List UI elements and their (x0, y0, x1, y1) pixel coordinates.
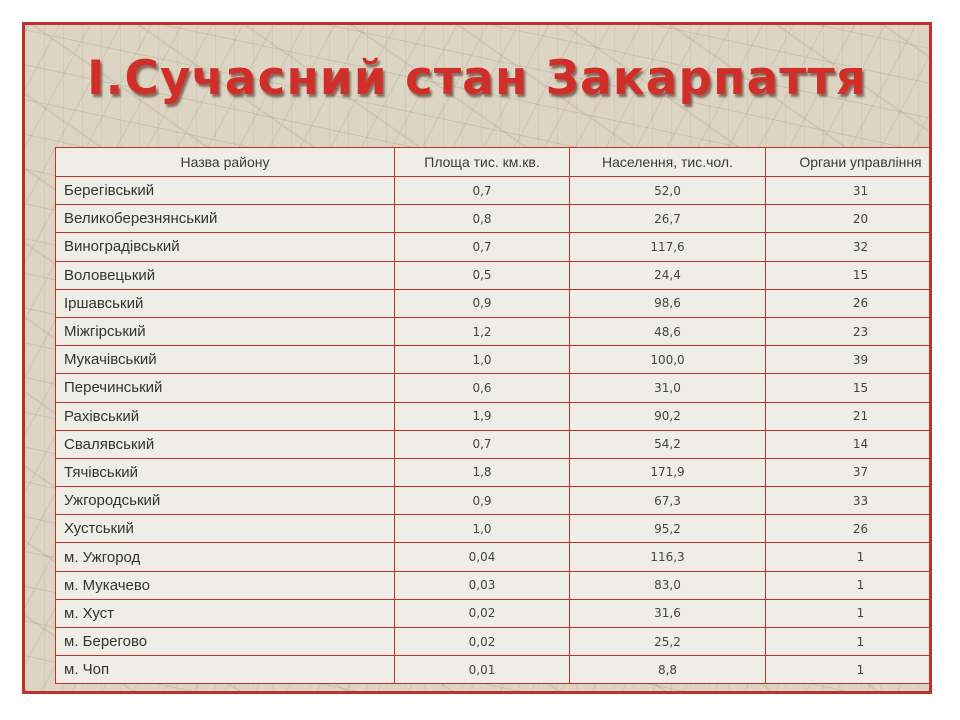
table-body (56, 177, 933, 684)
area-cell: 0,9 (395, 289, 570, 317)
area-cell: 0,02 (395, 599, 570, 627)
table-row (56, 571, 933, 599)
area-cell: 1,0 (395, 346, 570, 374)
header-governing-bodies: Органи управління (766, 148, 933, 177)
governing-bodies-cell: 1 (766, 599, 933, 627)
population-cell: 26,7 (570, 205, 766, 233)
table-row (56, 205, 933, 233)
districts-table (55, 147, 932, 684)
table-row (56, 261, 933, 289)
table-row (56, 599, 933, 627)
table-row (56, 402, 933, 430)
area-cell: 0,8 (395, 205, 570, 233)
header-area: Площа тис. км.кв. (395, 148, 570, 177)
table-row (56, 374, 933, 402)
district-name-cell: Берегівський (56, 177, 395, 205)
district-name-cell: Виноградівський (56, 233, 395, 261)
area-cell: 0,7 (395, 233, 570, 261)
header-district-name: Назва району (56, 148, 395, 177)
governing-bodies-cell: 1 (766, 571, 933, 599)
header-population: Населення, тис.чол. (570, 148, 766, 177)
population-cell: 117,6 (570, 233, 766, 261)
district-name-cell: Міжгірський (56, 317, 395, 345)
table-row (56, 656, 933, 684)
population-cell: 100,0 (570, 346, 766, 374)
district-name-cell: Рахівський (56, 402, 395, 430)
header-row (56, 148, 933, 177)
table-row (56, 346, 933, 374)
district-name-cell: Тячівський (56, 458, 395, 486)
table-row (56, 177, 933, 205)
table-row (56, 233, 933, 261)
population-cell: 98,6 (570, 289, 766, 317)
population-cell: 31,6 (570, 599, 766, 627)
governing-bodies-cell: 26 (766, 515, 933, 543)
governing-bodies-cell: 37 (766, 458, 933, 486)
area-cell: 0,9 (395, 487, 570, 515)
governing-bodies-cell: 23 (766, 317, 933, 345)
area-cell: 0,7 (395, 430, 570, 458)
slide-frame (22, 22, 932, 694)
area-cell: 0,01 (395, 656, 570, 684)
district-name-cell: Воловецький (56, 261, 395, 289)
district-name-cell: м. Хуст (56, 599, 395, 627)
table-row (56, 487, 933, 515)
governing-bodies-cell: 1 (766, 656, 933, 684)
district-name-cell: Хустський (56, 515, 395, 543)
district-name-cell: м. Мукачево (56, 571, 395, 599)
district-name-cell: Іршавський (56, 289, 395, 317)
area-cell: 1,8 (395, 458, 570, 486)
governing-bodies-cell: 14 (766, 430, 933, 458)
area-cell: 0,02 (395, 628, 570, 656)
population-cell: 54,2 (570, 430, 766, 458)
governing-bodies-cell: 1 (766, 628, 933, 656)
governing-bodies-cell: 39 (766, 346, 933, 374)
area-cell: 0,6 (395, 374, 570, 402)
table-container (55, 147, 932, 684)
table-row (56, 430, 933, 458)
area-cell: 1,2 (395, 317, 570, 345)
governing-bodies-cell: 31 (766, 177, 933, 205)
governing-bodies-cell: 21 (766, 402, 933, 430)
governing-bodies-cell: 33 (766, 487, 933, 515)
area-cell: 0,7 (395, 177, 570, 205)
governing-bodies-cell: 1 (766, 543, 933, 571)
area-cell: 0,03 (395, 571, 570, 599)
district-name-cell: Мукачівський (56, 346, 395, 374)
population-cell: 171,9 (570, 458, 766, 486)
population-cell: 95,2 (570, 515, 766, 543)
population-cell: 90,2 (570, 402, 766, 430)
table-row (56, 628, 933, 656)
population-cell: 83,0 (570, 571, 766, 599)
governing-bodies-cell: 15 (766, 374, 933, 402)
table-header (56, 148, 933, 177)
population-cell: 48,6 (570, 317, 766, 345)
district-name-cell: Великоберезнянський (56, 205, 395, 233)
district-name-cell: Свалявський (56, 430, 395, 458)
district-name-cell: м. Чоп (56, 656, 395, 684)
area-cell: 1,0 (395, 515, 570, 543)
population-cell: 24,4 (570, 261, 766, 289)
population-cell: 67,3 (570, 487, 766, 515)
table-row (56, 543, 933, 571)
area-cell: 1,9 (395, 402, 570, 430)
table-row (56, 317, 933, 345)
district-name-cell: Перечинський (56, 374, 395, 402)
area-cell: 0,04 (395, 543, 570, 571)
population-cell: 8,8 (570, 656, 766, 684)
district-name-cell: Ужгородський (56, 487, 395, 515)
table-row (56, 515, 933, 543)
population-cell: 116,3 (570, 543, 766, 571)
table-row (56, 458, 933, 486)
governing-bodies-cell: 15 (766, 261, 933, 289)
table-row (56, 289, 933, 317)
population-cell: 52,0 (570, 177, 766, 205)
slide-title: І.Сучасний стан Закарпаття (87, 51, 867, 106)
population-cell: 31,0 (570, 374, 766, 402)
area-cell: 0,5 (395, 261, 570, 289)
district-name-cell: м. Берегово (56, 628, 395, 656)
district-name-cell: м. Ужгород (56, 543, 395, 571)
governing-bodies-cell: 26 (766, 289, 933, 317)
governing-bodies-cell: 32 (766, 233, 933, 261)
population-cell: 25,2 (570, 628, 766, 656)
governing-bodies-cell: 20 (766, 205, 933, 233)
